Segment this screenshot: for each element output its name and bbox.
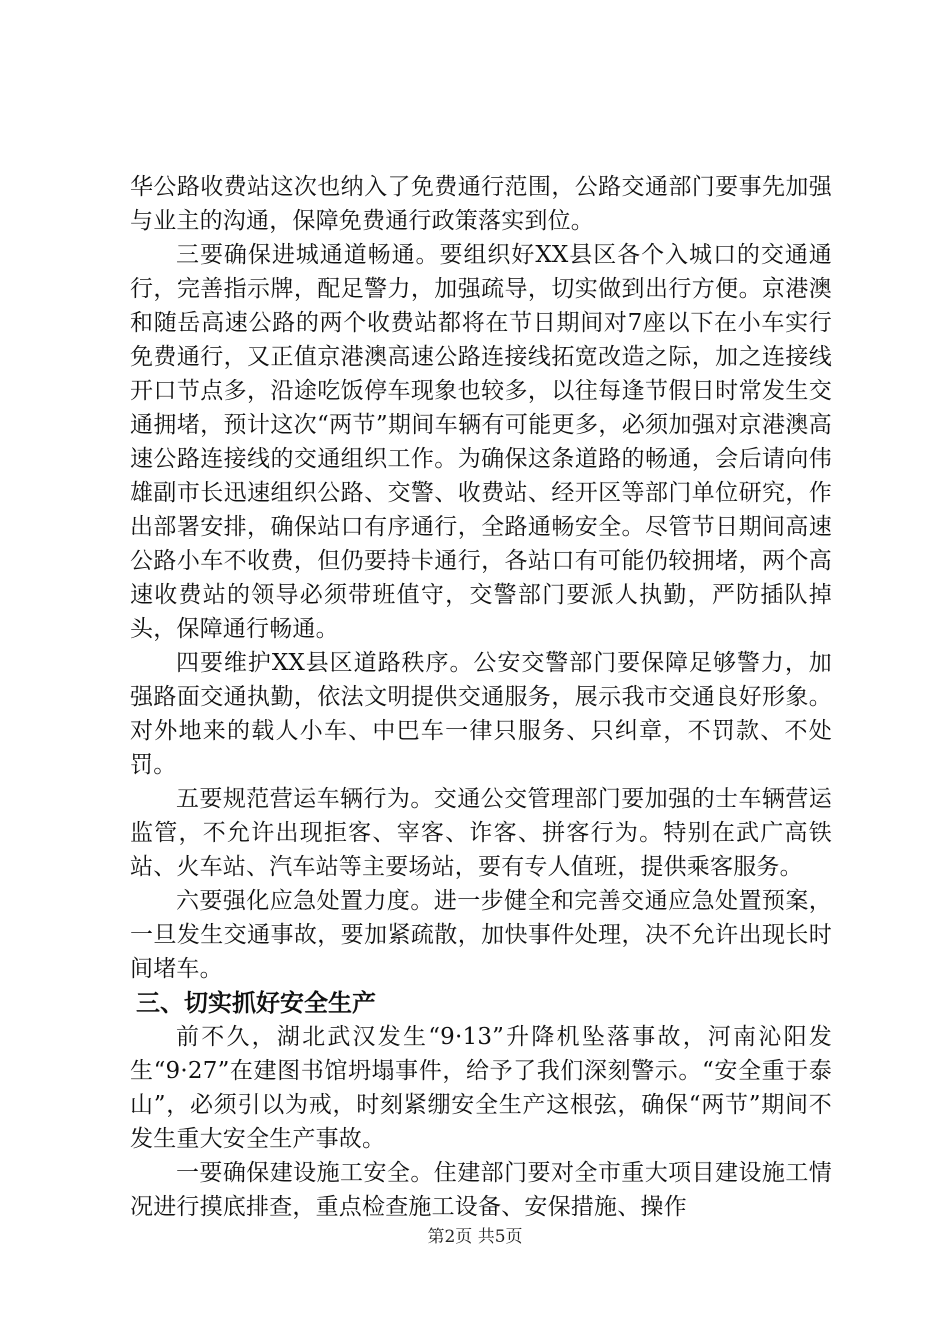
paragraph-emergency-response: 六要强化应急处置力度。进一步健全和完善交通应急处置预案，一旦发生交通事故，要加紧疏散，加快事件处理，决不允许出现长时间堵车。	[130, 888, 832, 982]
paragraph-safety-warning: 前不久，湖北武汉发生“9·13”升降机坠落事故，河南沁阳发生“9·27”在建图书馆坍塌事件，给予了我们深刻警示。“安全重于泰山”，必须引以为戒，时刻紧绷安全生产这根弦，确保“两节”期间不发生重大安全生产事故。	[130, 1024, 832, 1152]
page-number-footer: 第2页 共5页	[427, 1227, 523, 1247]
paragraph-operating-vehicles: 五要规范营运车辆行为。交通公交管理部门要加强的士车辆营运监管，不允许出现拒客、宰客、诈客、拼客行为。特别在武广高铁站、火车站、汽车站等主要场站，要有专人值班，提供乘客服务。	[130, 786, 832, 880]
paragraph-road-order: 四要维护XX县区道路秩序。公安交警部门要保障足够警力，加强路面交通执勤，依法文明提供交通服务，展示我市交通良好形象。对外地来的载人小车、中巴车一律只服务、只纠章，不罚款、不处罚。	[130, 650, 832, 778]
paragraph-continuation: 华公路收费站这次也纳入了免费通行范围，公路交通部门要事先加强与业主的沟通，保障免费通行政策落实到位。	[130, 174, 832, 234]
paragraph-city-entrance-traffic: 三要确保进城通道畅通。要组织好XX县区各个入城口的交通通行，完善指示牌，配足警力，加强疏导，切实做到出行方便。京港澳和随岳高速公路的两个收费站都将在节日期间对7座以下在小车实行免费通行，又正值京港澳高速公路连接线拓宽改造之际，加之连接线开口节点多，沿途吃饭停车现象也较多，以往每逢节假日时常发生交通拥堵，预计这次“两节”期间车辆有可能更多，必须加强对京港澳高速公路连接线的交通组织工作。为确保这条道路的畅通，会后请向伟雄副市长迅速组织公路、交警、收费站、经开区等部门单位研究，作出部署安排，确保站口有序通行，全路通畅安全。尽管节日期间高速公路小车不收费，但仍要持卡通行，各站口有可能仍较拥堵，两个高速收费站的领导必须带班值守，交警部门要派人执勤，严防插队掉头，保障通行畅通。	[130, 242, 832, 642]
document-body	[130, 170, 832, 1224]
section-heading-safety-production: 三、切实抓好安全生产	[136, 989, 376, 1017]
paragraph-construction-safety: 一要确保建设施工安全。住建部门要对全市重大项目建设施工情况进行摸底排查，重点检查施工设备、安保措施、操作	[130, 1160, 832, 1220]
